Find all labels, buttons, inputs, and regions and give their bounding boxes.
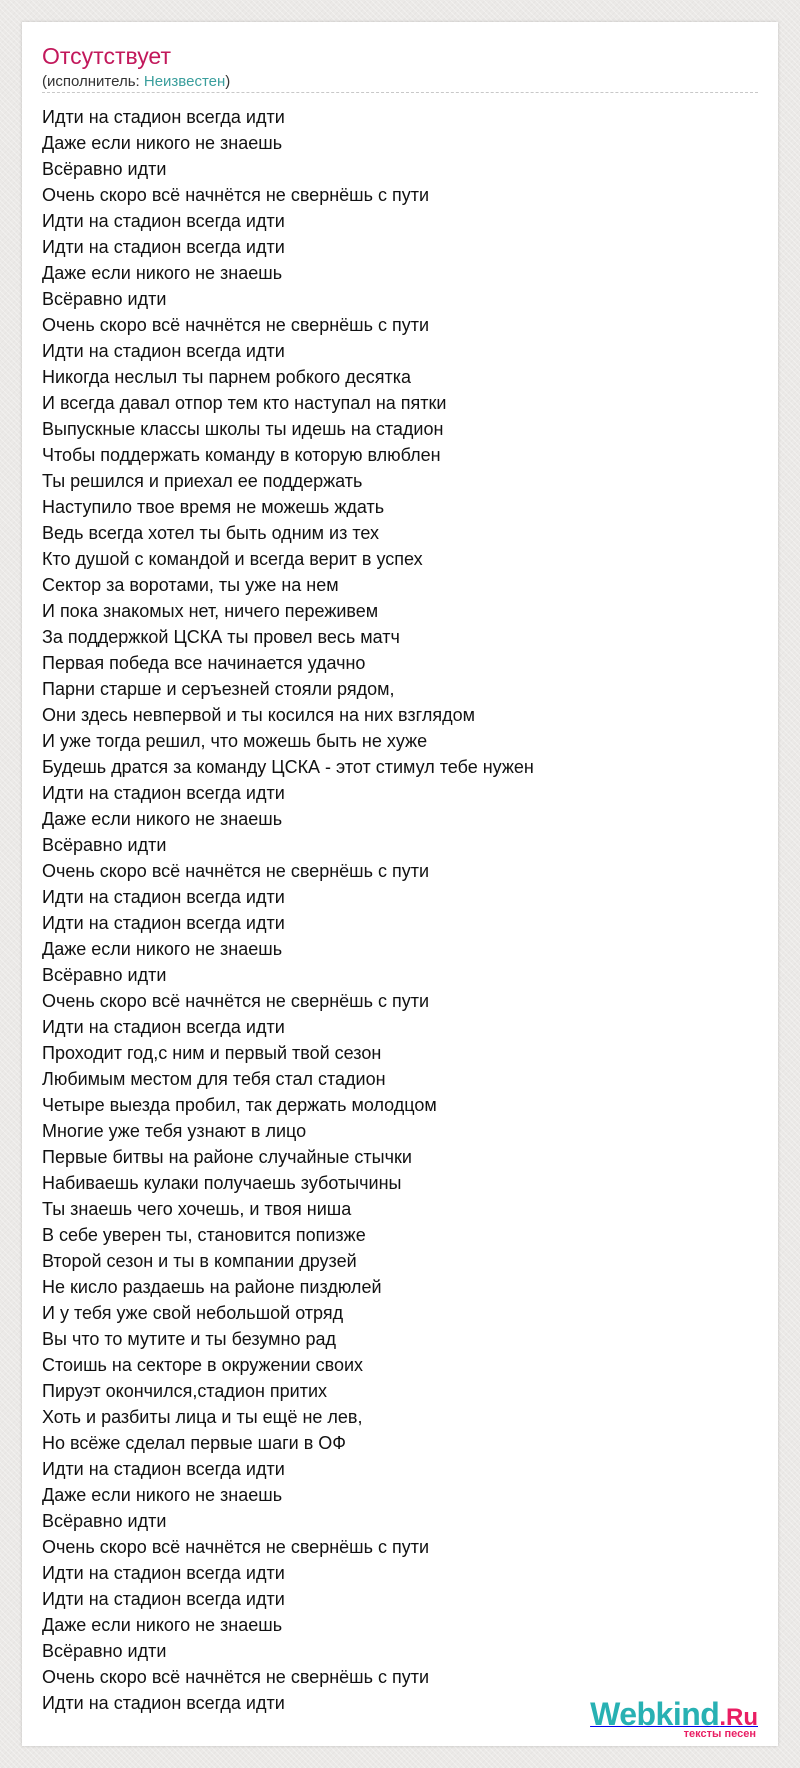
lyric-line: Даже если никого не знаешь: [42, 1615, 283, 1635]
lyric-line: Чтобы поддержать команду в которую влюблен: [42, 445, 441, 465]
logo-tld-text: .Ru: [719, 1704, 758, 1731]
lyric-line: В себе уверен ты, становится попизже: [42, 1225, 366, 1245]
lyric-line: Проходит год,с ним и первый твой сезон: [42, 1043, 382, 1063]
lyric-line: Идти на стадион всегда идти: [42, 1589, 285, 1609]
song-title: Отсутствует: [42, 43, 171, 69]
lyric-line: Всёравно идти: [42, 289, 167, 309]
lyrics-text: [42, 104, 758, 1716]
lyric-line: Первые битвы на районе случайные стычки: [42, 1147, 412, 1167]
lyric-line: Даже если никого не знаешь: [42, 263, 283, 283]
lyric-line: И у тебя уже свой небольшой отряд: [42, 1303, 344, 1323]
header-divider: [42, 92, 758, 93]
lyric-line: Сектор за воротами, ты уже на нем: [42, 575, 339, 595]
lyric-line: Многие уже тебя узнают в лицо: [42, 1121, 307, 1141]
lyric-line: Они здесь невпервой и ты косился на них взглядом: [42, 705, 475, 725]
lyric-line: Всёравно идти: [42, 1511, 167, 1531]
lyric-line: Не кисло раздаешь на районе пиздюлей: [42, 1277, 382, 1297]
lyric-line: Даже если никого не знаешь: [42, 1485, 283, 1505]
lyric-line: Никогда неслыл ты парнем робкого десятка: [42, 367, 411, 387]
lyric-line: Пируэт окончился,стадион притих: [42, 1381, 328, 1401]
lyric-line: Наступило твое время не можешь ждать: [42, 497, 385, 517]
webkind-logo[interactable]: [574, 1698, 758, 1740]
artist-prefix: (исполнитель:: [42, 73, 144, 90]
lyric-line: Очень скоро всё начнётся не свернёшь с пути: [42, 1537, 430, 1557]
lyric-line: Идти на стадион всегда идти: [42, 887, 285, 907]
lyric-line: Кто душой с командой и всегда верит в успех: [42, 549, 423, 569]
lyric-line: Выпускные классы школы ты идешь на стадион: [42, 419, 444, 439]
lyric-line: Любимым местом для тебя стал стадион: [42, 1069, 386, 1089]
lyric-line: Идти на стадион всегда идти: [42, 1017, 285, 1037]
lyric-line: И уже тогда решил, что можешь быть не хуже: [42, 731, 428, 751]
lyrics-card: [22, 22, 778, 1746]
lyric-line: Даже если никого не знаешь: [42, 939, 283, 959]
lyric-line: Всёравно идти: [42, 965, 167, 985]
lyric-line: Очень скоро всё начнётся не свернёшь с пути: [42, 991, 430, 1011]
lyric-line: Но всёже сделал первые шаги в ОФ: [42, 1433, 346, 1453]
lyric-line: Хоть и разбиты лица и ты ещё не лев,: [42, 1407, 363, 1427]
lyric-line: Идти на стадион всегда идти: [42, 237, 285, 257]
logo-main-text: Webkind: [590, 1696, 720, 1732]
artist-line: [42, 73, 230, 91]
lyric-line: Даже если никого не знаешь: [42, 809, 283, 829]
lyric-line: Второй сезон и ты в компании друзей: [42, 1251, 357, 1271]
lyric-line: Идти на стадион всегда идти: [42, 783, 285, 803]
lyric-line: Всёравно идти: [42, 1641, 167, 1661]
lyric-line: Идти на стадион всегда идти: [42, 107, 285, 127]
lyric-line: Очень скоро всё начнётся не свернёшь с пути: [42, 861, 430, 881]
lyric-line: Очень скоро всё начнётся не свернёшь с пути: [42, 1667, 430, 1687]
lyric-line: Ты решился и приехал ее поддержать: [42, 471, 363, 491]
lyric-line: За поддержкой ЦСКА ты провел весь матч: [42, 627, 400, 647]
lyric-line: Идти на стадион всегда идти: [42, 1693, 285, 1713]
lyric-line: Вы что то мутите и ты безумно рад: [42, 1329, 337, 1349]
lyric-line: Идти на стадион всегда идти: [42, 211, 285, 231]
lyric-line: Идти на стадион всегда идти: [42, 341, 285, 361]
lyric-line: И пока знакомых нет, ничего переживем: [42, 601, 379, 621]
lyric-line: Всёравно идти: [42, 159, 167, 179]
lyric-line: Даже если никого не знаешь: [42, 133, 283, 153]
lyric-line: Первая победа все начинается удачно: [42, 653, 366, 673]
lyric-line: Парни старше и серъезней стояли рядом,: [42, 679, 395, 699]
lyric-line: И всегда давал отпор тем кто наступал на пятки: [42, 393, 447, 413]
lyric-line: Четыре выезда пробил, так держать молодцом: [42, 1095, 437, 1115]
lyric-line: Набиваешь кулаки получаешь зуботычины: [42, 1173, 402, 1193]
lyric-line: Идти на стадион всегда идти: [42, 1459, 285, 1479]
lyric-line: Идти на стадион всегда идти: [42, 1563, 285, 1583]
lyric-line: Очень скоро всё начнётся не свернёшь с пути: [42, 315, 430, 335]
lyric-line: Идти на стадион всегда идти: [42, 913, 285, 933]
lyric-line: Всёравно идти: [42, 835, 167, 855]
logo-tagline: тексты песен: [683, 1728, 756, 1740]
lyric-line: Ведь всегда хотел ты быть одним из тех: [42, 523, 380, 543]
lyric-line: Стоишь на секторе в окружении своих: [42, 1355, 364, 1375]
lyric-line: Очень скоро всё начнётся не свернёшь с пути: [42, 185, 430, 205]
artist-suffix: ): [225, 73, 231, 90]
lyric-line: Будешь дратся за команду ЦСКА - этот стимул тебе нужен: [42, 757, 534, 777]
lyric-line: Ты знаешь чего хочешь, и твоя ниша: [42, 1199, 352, 1219]
artist-link[interactable]: Неизвестен: [143, 73, 226, 90]
